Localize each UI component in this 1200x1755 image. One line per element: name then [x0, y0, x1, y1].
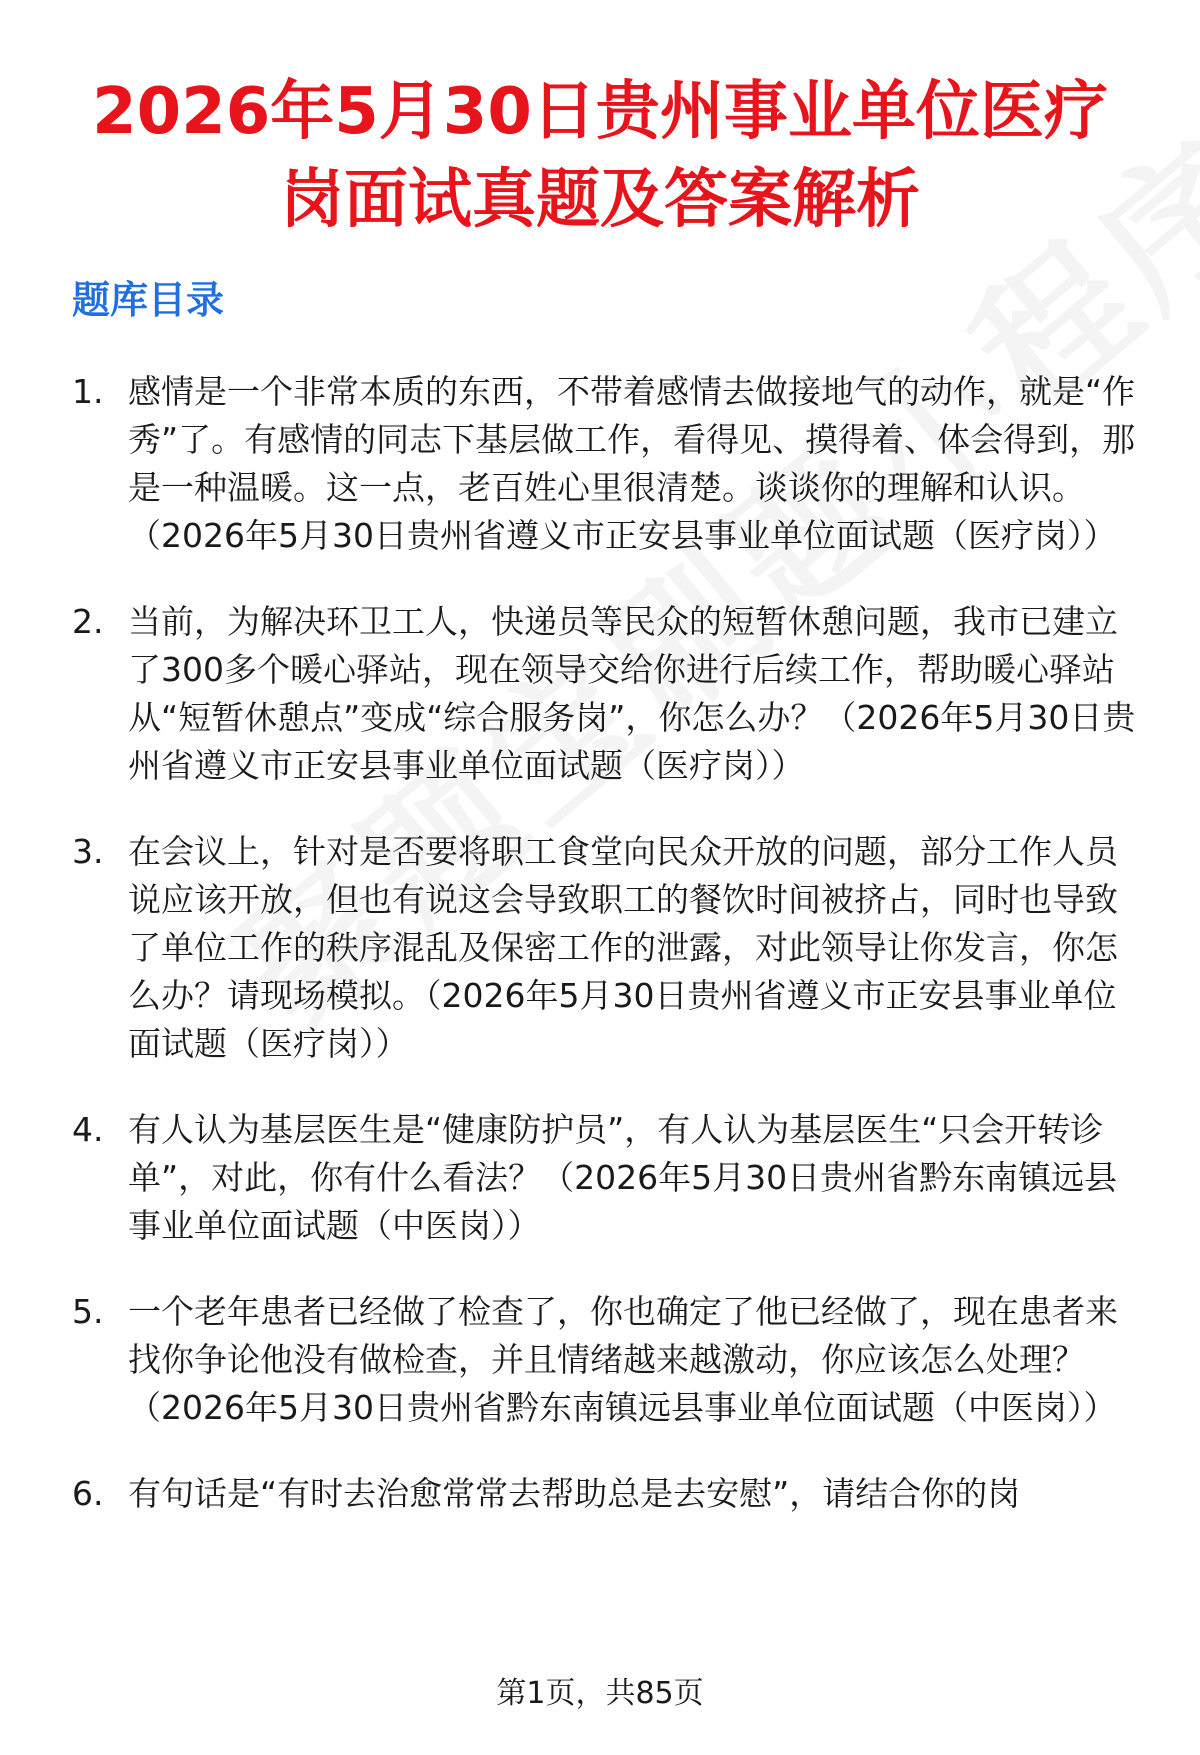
- question-item[interactable]: [72, 1106, 1142, 1250]
- page-title: [60, 68, 1140, 244]
- question-number: 4.: [72, 1110, 104, 1149]
- question-number: 5.: [72, 1292, 104, 1331]
- question-text: 有句话是“有时去治愈常常去帮助总是去安慰”，请结合你的岗: [128, 1474, 1021, 1513]
- toc-heading: 题库目录: [72, 278, 225, 322]
- page-footer: 第1页，共85页: [496, 1676, 704, 1711]
- title-line-1: 2026年5月30日贵州事业单位医疗: [92, 75, 1108, 149]
- question-text: 当前，为解决环卫工人，快递员等民众的短暂休憩问题，我市已建立了300多个暖心驿站，现在领导交给你进行后续工作，帮助暖心驿站从“短暂休憩点”变成“综合服务岗”，你怎么办？（2026年5月30日贵州省遵义市正安县事业单位面试题（医疗岗））: [128, 602, 1136, 785]
- question-item[interactable]: [72, 828, 1142, 1068]
- question-item[interactable]: [72, 1288, 1142, 1432]
- question-item[interactable]: [72, 368, 1142, 560]
- title-line-2: 岗面试真题及答案解析: [280, 163, 920, 237]
- question-text: 感情是一个非常本质的东西，不带着感情去做接地气的动作，就是“作秀”了。有感情的同志下基层做工作，看得见、摸得着、体会得到，那是一种温暖。这一点，老百姓心里很清楚。谈谈你的理解和认识。（2026年5月30日贵州省遵义市正安县事业单位面试题（医疗岗））: [128, 372, 1136, 555]
- question-number: 3.: [72, 832, 104, 871]
- question-number: 6.: [72, 1474, 104, 1513]
- question-text: 在会议上，针对是否要将职工食堂向民众开放的问题，部分工作人员说应该开放，但也有说这会导致职工的餐饮时间被挤占，同时也导致了单位工作的秩序混乱及保密工作的泄露，对此领导让你发言，你怎么办？请现场模拟。（2026年5月30日贵州省遵义市正安县事业单位面试题（医疗岗））: [128, 832, 1118, 1063]
- question-text: 一个老年患者已经做了检查了，你也确定了他已经做了，现在患者来找你争论他没有做检查，并且情绪越来越激动，你应该怎么处理？（2026年5月30日贵州省黔东南镇远县事业单位面试题（中医岗））: [128, 1292, 1118, 1427]
- question-number: 2.: [72, 602, 104, 641]
- question-item[interactable]: [72, 598, 1142, 790]
- question-list: [72, 368, 1142, 1518]
- question-text: 有人认为基层医生是“健康防护员”，有人认为基层医生“只会开转诊单”，对此，你有什么看法？（2026年5月30日贵州省黔东南镇远县事业单位面试题（中医岗））: [128, 1110, 1118, 1245]
- question-item[interactable]: [72, 1470, 1142, 1518]
- question-number: 1.: [72, 372, 104, 411]
